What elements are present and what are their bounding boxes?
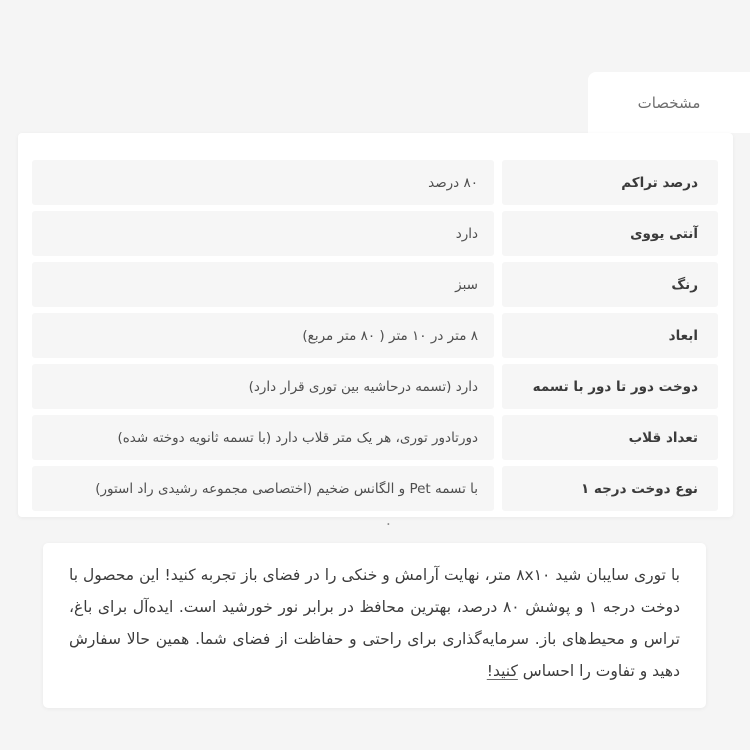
spec-label: درصد تراکم — [502, 160, 718, 205]
spec-row — [32, 364, 718, 409]
spec-value: با تسمه Pet و الگانس ضخیم (اختصاصی مجموعه رشیدی راد استور) — [32, 466, 494, 511]
spec-row — [32, 211, 718, 256]
spec-row — [32, 262, 718, 307]
specifications-table — [32, 160, 718, 511]
spec-label: نوع دوخت درجه ۱ — [502, 466, 718, 511]
tab-specifications-label: مشخصات — [637, 93, 701, 112]
spec-row — [32, 466, 718, 511]
spec-value: ۸۰ درصد — [32, 160, 494, 205]
spec-value: دارد — [32, 211, 494, 256]
spec-value: دارد (تسمه درحاشیه بین توری قرار دارد) — [32, 364, 494, 409]
description-card — [43, 543, 706, 708]
spec-label: ابعاد — [502, 313, 718, 358]
spec-value: دورتادور توری، هر یک متر قلاب دارد (با تسمه ثانویه دوخته شده) — [32, 415, 494, 460]
spec-row — [32, 160, 718, 205]
description-last-word: کنید! — [486, 662, 518, 680]
stray-period-mark: . — [386, 511, 391, 529]
spec-label: آنتی یووی — [502, 211, 718, 256]
spec-value: ۸ متر در ۱۰ متر ( ۸۰ متر مربع) — [32, 313, 494, 358]
tab-specifications[interactable] — [588, 72, 750, 133]
description-text: با توری سایبان شید ۸x۱۰ متر، نهایت آرامش و خنکی را در فضای باز تجربه کنید! این محصول با دوخت درجه ۱ و پوشش ۸۰ درصد، بهترین محافظ در برابر نور خورشید است. ایده‌آل برای باغ، تراس و محیط‌های باز. سرمایه‌گذاری برای راحتی و حفاظت از فضای شما. همین حالا سفارش دهید و تفاوت را احساس — [69, 566, 680, 680]
spec-label: دوخت دور تا دور با تسمه — [502, 364, 718, 409]
spec-label: رنگ — [502, 262, 718, 307]
spec-row — [32, 313, 718, 358]
spec-label: تعداد قلاب — [502, 415, 718, 460]
spec-value: سبز — [32, 262, 494, 307]
product-description — [69, 559, 680, 687]
specifications-card — [18, 133, 733, 517]
spec-row — [32, 415, 718, 460]
